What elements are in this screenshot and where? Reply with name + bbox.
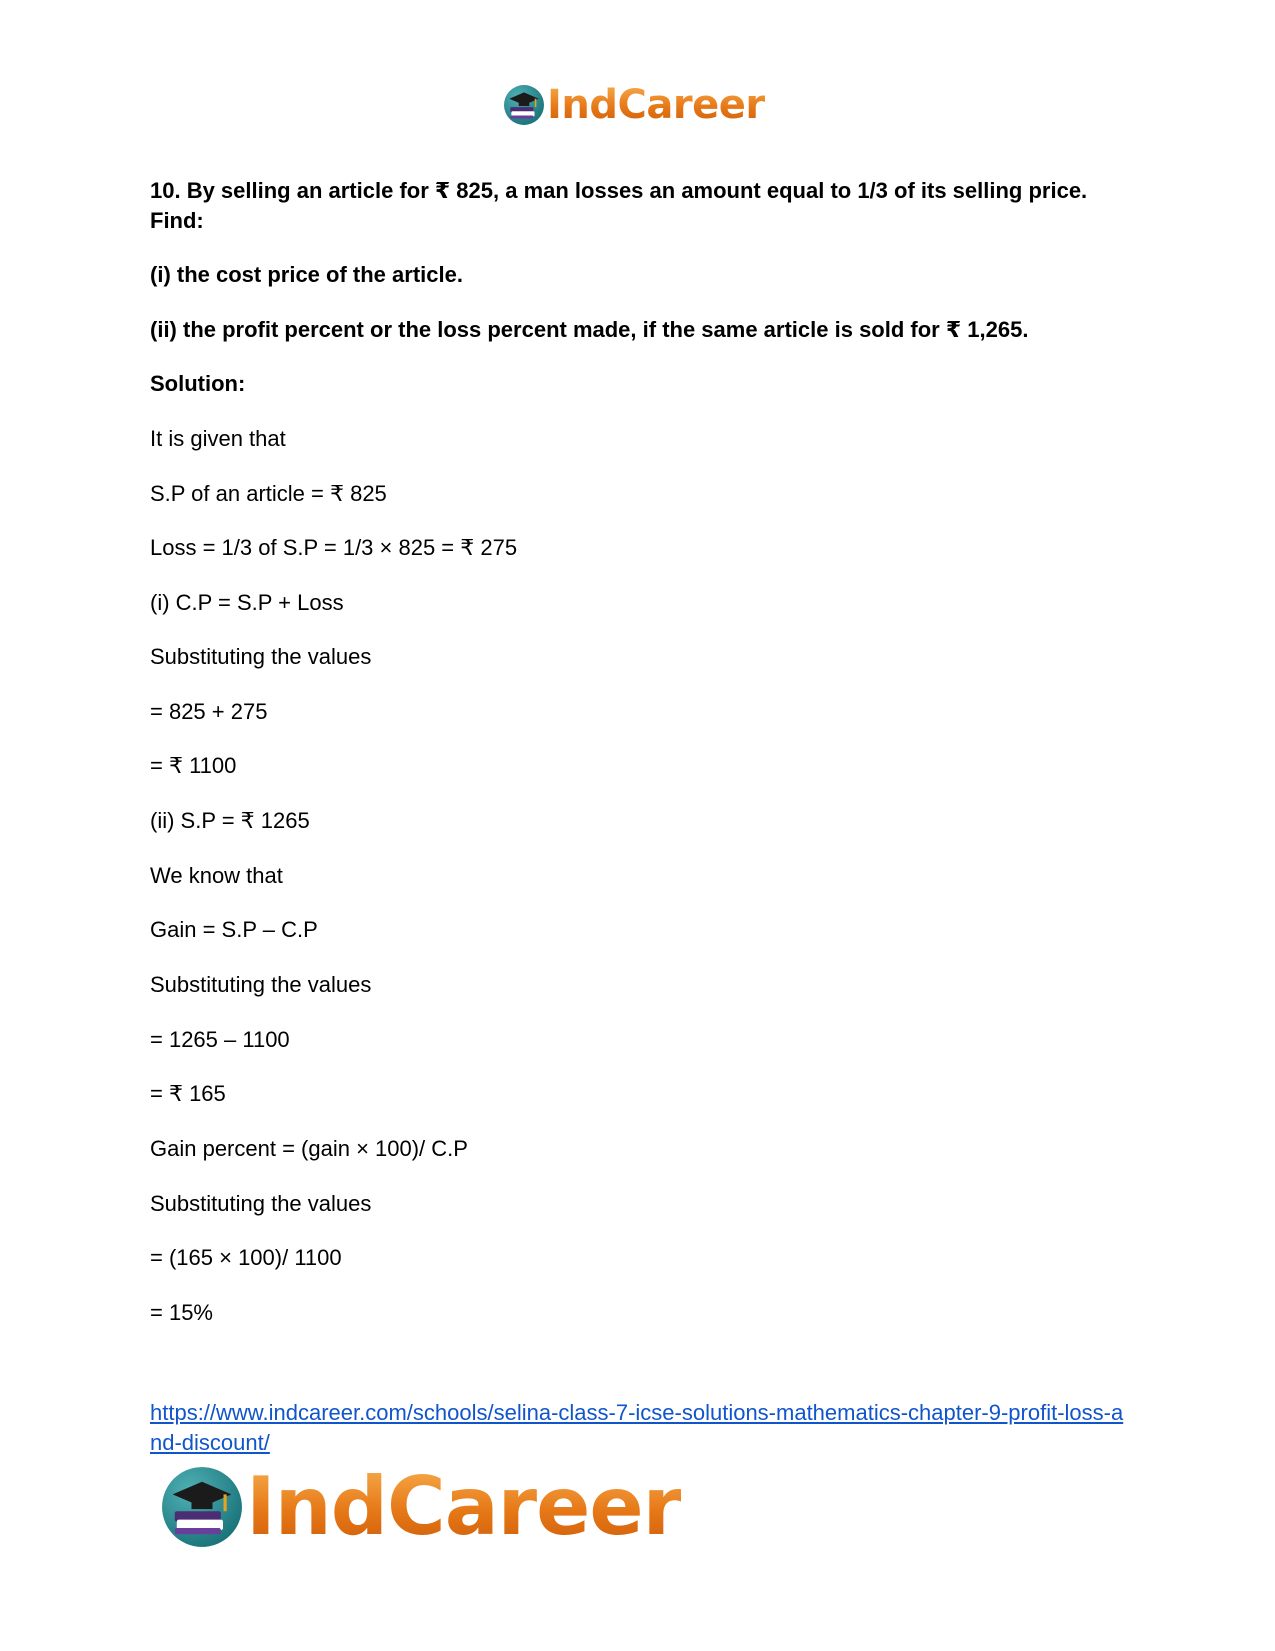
solution-step: = 825 + 275: [150, 699, 268, 724]
header-logo: [503, 80, 765, 130]
solution-heading: Solution:: [150, 371, 246, 396]
footer-logo-text: IndCareer: [246, 1460, 682, 1553]
solution-step: S.P of an article = ₹ 825: [150, 481, 387, 506]
solution-step: Substituting the values: [150, 972, 372, 997]
solution-step: = 1265 – 1100: [150, 1027, 290, 1052]
indcareer-emblem-icon: [503, 84, 545, 126]
solution-step: We know that: [150, 863, 283, 888]
question-part-2: (ii) the profit percent or the loss percent made, if the same article is sold for ₹ 1,265.: [150, 317, 1029, 342]
solution-step: Substituting the values: [150, 1191, 372, 1216]
source-link[interactable]: https://www.indcareer.com/schools/selina-class-7-icse-solutions-mathematics-chapter-9-profit-loss-and-discount/: [150, 1400, 1124, 1455]
solution-step: Loss = 1/3 of S.P = 1/3 × 825 = ₹ 275: [150, 535, 518, 560]
solution-step: = 15%: [150, 1300, 213, 1325]
solution-step: It is given that: [150, 426, 286, 451]
solution-step: (ii) S.P = ₹ 1265: [150, 808, 310, 833]
solution-step: (i) C.P = S.P + Loss: [150, 590, 344, 615]
question-line-2: Find:: [150, 208, 204, 233]
footer-logo: [160, 1462, 681, 1552]
question-part-1: (i) the cost price of the article.: [150, 262, 463, 287]
solution-step: Substituting the values: [150, 644, 372, 669]
header-logo-text: IndCareer: [547, 82, 765, 128]
solution-step: = (165 × 100)/ 1100: [150, 1245, 342, 1270]
question-text: [150, 176, 1140, 236]
solution-step: = ₹ 1100: [150, 753, 237, 778]
question-line-1: 10. By selling an article for ₹ 825, a man losses an amount equal to 1/3 of its selling price.: [150, 178, 1088, 203]
solution-step: = ₹ 165: [150, 1081, 226, 1106]
indcareer-emblem-icon: [160, 1465, 244, 1549]
solution-step: Gain percent = (gain × 100)/ C.P: [150, 1136, 468, 1161]
solution-step: Gain = S.P – C.P: [150, 917, 318, 942]
